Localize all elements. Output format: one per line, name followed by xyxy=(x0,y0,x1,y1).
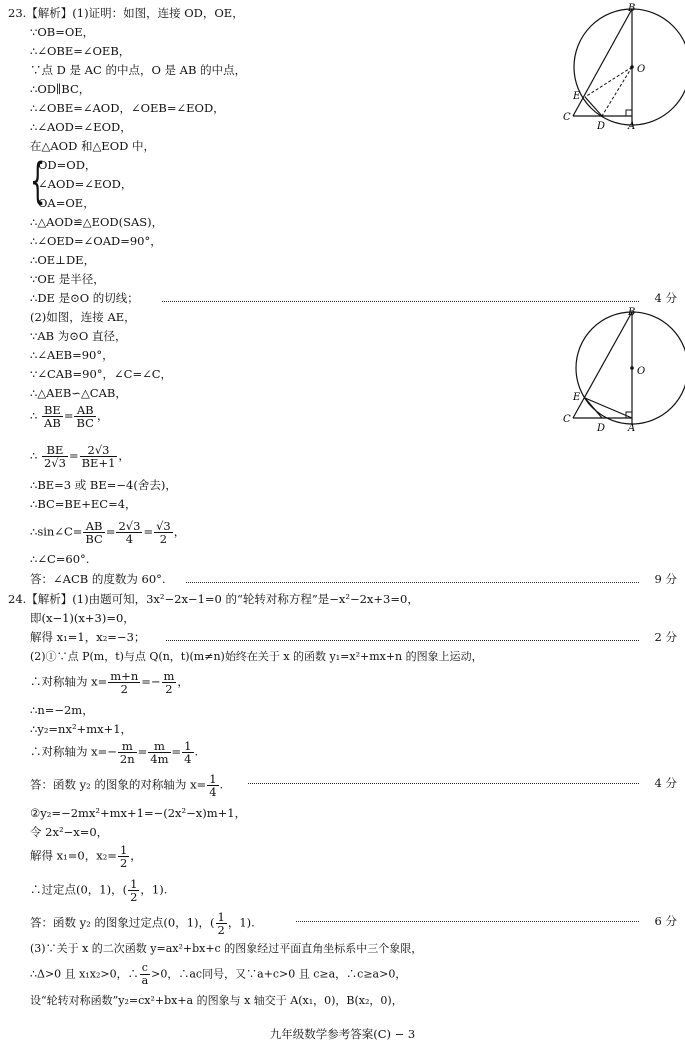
q24-line-3: 解得 x₁=1，x₂=−3； xyxy=(30,630,146,644)
q23-line-16: ∴DE 是⊙O 的切线； xyxy=(30,291,139,305)
q23-line-7: ∴∠AOD=∠EOD， xyxy=(30,120,132,134)
fraction: $\frac{m+n}{2}$ xyxy=(110,669,139,696)
fraction: $\frac{m}{2}$ xyxy=(163,669,175,696)
fraction: $\frac{1}{2}$ xyxy=(119,843,128,870)
q23-line-3: ∴∠OBE=∠OEB， xyxy=(30,44,131,58)
label-c: C xyxy=(563,414,571,425)
score-label: 4 分 xyxy=(654,291,677,305)
score-leader xyxy=(162,301,639,302)
fraction: $\frac{1}{2}$ xyxy=(130,877,138,904)
fraction: $\frac{2√3}{BE+1}$ xyxy=(81,443,116,470)
q24-line-15: (3)∵关于 x 的二次函数 y=ax²+bx+c 的图象经过平面直角坐标系中三个象限， xyxy=(30,942,423,955)
fraction: $\frac{√3}{2}$ xyxy=(156,519,171,546)
q23-line-11: OA=OE， xyxy=(38,196,95,210)
q23-line-2: ∵OB=OE， xyxy=(30,25,95,39)
score-leader xyxy=(248,783,639,784)
score-label: 9 分 xyxy=(654,572,677,586)
q23-line-5: ∴OD∥BC， xyxy=(30,82,91,96)
q24-line-6: ∴n=−2m， xyxy=(30,703,94,717)
q24-delta-line: ∴Δ>0 且 x₁x₂>0，∴ $\frac{c}{a}$ >0，∴ac同号，又∵a+c>0 且 c≥a，∴c≥a>0， xyxy=(30,961,407,987)
fraction: $\frac{AB}{BC}$ xyxy=(85,519,103,546)
q23-line-13: ∴∠OED=∠OAD=90°， xyxy=(30,234,162,248)
q24-fixed-point-line: ∴过定点(0，1)，( $\frac{1}{2}$ ，1). xyxy=(30,877,168,904)
q23-line-27: ∴∠C=60°. xyxy=(30,552,90,566)
label-b: B xyxy=(628,3,636,14)
score-leader xyxy=(296,921,639,922)
system-brace: { xyxy=(30,153,46,209)
label-a: A xyxy=(628,121,636,132)
score-leader xyxy=(166,640,639,641)
q23-line-17: (2)如图，连接 AE， xyxy=(30,310,136,324)
score-label: 4 分 xyxy=(654,776,677,790)
fraction: $\frac{1}{4}$ xyxy=(209,772,217,799)
q23-line-20: ∵∠CAB=90°，∠C=∠C， xyxy=(30,367,173,381)
q23-line-6: ∴∠OBE=∠AOD，∠OEB=∠EOD， xyxy=(30,101,225,115)
q23-line-15: ∵OE 是半径， xyxy=(30,272,105,286)
label-o: O xyxy=(637,64,646,75)
q23-line-9: OD=OD， xyxy=(38,158,97,172)
q23-line-19: ∴∠AEB=90°， xyxy=(30,348,114,362)
score-label: 6 分 xyxy=(654,914,677,928)
q24-line-10: ②y₂=−2mx²+mx+1=−(2x²−x)m+1， xyxy=(30,806,247,820)
q24-line-1: 24.【解析】(1)由题可知，3x²−2x−1=0 的“轮转对称方程”是−x²−2x+3=0， xyxy=(8,592,419,606)
q23-line-12: ∴△AOD≌△EOD(SAS)， xyxy=(30,215,164,229)
fraction: $\frac{c}{a}$ xyxy=(141,961,149,987)
q23-line-25: ∴BC=BE+EC=4， xyxy=(30,497,137,511)
label-o: O xyxy=(637,366,646,377)
q24-answer-2: 答：函数 y₂ 的图象过定点(0，1)，( $\frac{1}{2}$ ，1). xyxy=(30,910,255,937)
geometry-figure-2 xyxy=(555,306,685,436)
fraction: $\frac{1}{4}$ xyxy=(184,739,192,766)
label-d: D xyxy=(597,423,606,434)
score-label: 2 分 xyxy=(654,630,677,644)
q23-line-24: ∴BE=3 或 BE=−4(舍去)， xyxy=(30,478,177,492)
q23-line-8: 在△AOD 和△EOD 中， xyxy=(30,139,155,153)
q24-line-17: 设“轮转对称函数”y₂=cx²+bx+a 的图象与 x 轴交于 A(x₁，0)，B(x₂，0)， xyxy=(30,994,403,1007)
q24-solution-line: 解得 x₁=0，x₂= $\frac{1}{2}$ ， xyxy=(30,843,142,870)
fraction: $\frac{AB}{BC}$ xyxy=(76,403,94,430)
label-c: C xyxy=(563,112,571,123)
label-b: B xyxy=(628,307,636,318)
q24-answer-1: 答：函数 y₂ 的图象的对称轴为 x= $\frac{1}{4}$ . xyxy=(30,772,224,799)
q23-line-4: ∵点 D 是 AC 的中点，O 是 AB 的中点， xyxy=(30,63,247,77)
q24-line-11: 令 2x²−x=0， xyxy=(30,825,109,839)
score-leader xyxy=(186,582,639,583)
q24-axis-line-1: ∴对称轴为 x= $\frac{m+n}{2}$ =− $\frac{m}{2}$ ， xyxy=(30,669,189,696)
geometry-figure-1 xyxy=(555,0,685,135)
q24-axis-line-2: ∴对称轴为 x=− $\frac{m}{2n}$ = $\frac{m}{4m}$ = $\frac{1}{4}$ . xyxy=(30,739,199,766)
q24-line-7: ∴y₂=nx²+mx+1， xyxy=(30,722,133,736)
fraction: $\frac{1}{2}$ xyxy=(217,910,225,937)
page-footer: 九年级数学参考答案(C) − 3 xyxy=(269,1027,416,1041)
q23-line-18: ∵AB 为⊙O 直径， xyxy=(30,329,127,343)
q23-sin-line: ∴sin∠C= $\frac{AB}{BC}$ = $\frac{2√3}{4}$ = $\frac{√3}{2}$ ， xyxy=(30,519,186,546)
fraction: $\frac{2√3}{4}$ xyxy=(118,519,141,546)
fraction: $\frac{m}{4m}$ xyxy=(150,739,169,766)
label-e: E xyxy=(573,392,581,403)
q23-line-14: ∴OE⊥DE， xyxy=(30,253,96,267)
fraction: $\frac{BE}{2√3}$ xyxy=(43,443,66,470)
fraction: $\frac{BE}{AB}$ xyxy=(43,403,61,430)
q23-answer: 答：∠ACB 的度数为 60°. xyxy=(30,572,166,586)
q23-line-1: 23.【解析】(1)证明：如图，连接 OD，OE， xyxy=(8,6,244,20)
q23-ratio-line: ∴ $\frac{BE}{AB}$ = $\frac{AB}{BC}$ ， xyxy=(30,403,109,430)
fraction: $\frac{m}{2n}$ xyxy=(119,739,135,766)
q24-line-4: (2)①∵点 P(m，t)与点 Q(n，t)(m≠n)始终在关于 x 的函数 y₁=x²+mx+n 的图象上运动， xyxy=(30,650,483,663)
q23-line-10: ∠AOD=∠EOD， xyxy=(38,177,133,191)
label-a: A xyxy=(628,423,636,434)
q23-equation-line: ∴ $\frac{BE}{2√3}$ = $\frac{2√3}{BE+1}$ ， xyxy=(30,443,130,470)
label-d: D xyxy=(597,121,606,132)
q23-line-21: ∴△AEB∽△CAB， xyxy=(30,386,127,400)
q24-line-2: 即(x−1)(x+3)=0， xyxy=(30,611,135,625)
label-e: E xyxy=(573,91,581,102)
